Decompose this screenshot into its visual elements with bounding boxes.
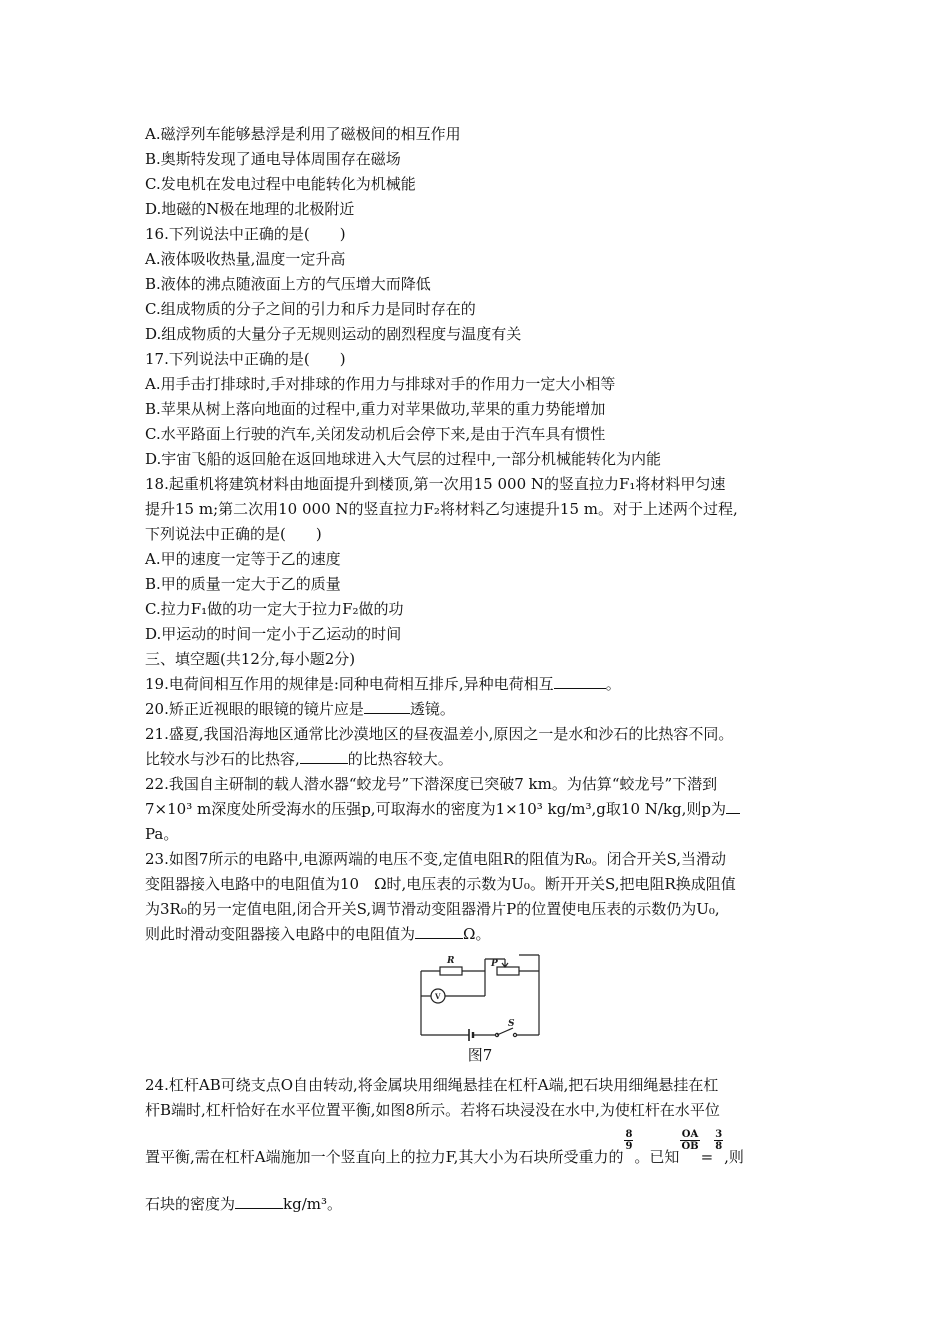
q17-option-a: A.用手击打排球时,手对排球的作用力与排球对手的作用力一定大小相等 — [145, 375, 616, 393]
q16-option-a: A.液体吸收热量,温度一定升高 — [145, 250, 346, 268]
q23-line4 — [145, 922, 815, 947]
q24-answer-blank[interactable] — [235, 1192, 283, 1209]
frac3-den: 8 — [715, 1140, 723, 1152]
q24-line4-text: 石块的密度为 — [145, 1195, 236, 1213]
q22-line3: Pa。 — [145, 825, 179, 843]
q21-line1: 21.盛夏,我国沿海地区通常比沙漠地区的昼夜温差小,原因之一是水和沙石的比热容不同。 — [145, 725, 734, 743]
q18-stem-line1: 18.起重机将建筑材料由地面提升到楼顶,第一次用15 000 N的竖直拉力F₁将材料甲匀速 — [145, 475, 726, 493]
q21-line2 — [145, 747, 815, 772]
q23-line3: 为3R₀的另一定值电阻,闭合开关S,调节滑动变阻器滑片P的位置使电压表的示数仍为U₀, — [145, 900, 720, 918]
q23-answer-blank[interactable] — [415, 922, 463, 939]
q23-line2: 变阻器接入电路中的电阻值为10 Ω时,电压表的示数为U₀。断开开关S,把电阻R换成阻值 — [145, 875, 736, 893]
frac2-den: OB — [681, 1140, 699, 1152]
q19-answer-blank[interactable] — [554, 672, 606, 689]
q18-option-d: D.甲运动的时间一定小于乙运动的时间 — [145, 625, 402, 643]
exam-page — [145, 122, 815, 1217]
figure-7-circuit — [145, 951, 815, 1067]
q24-line1: 24.杠杆AB可绕支点O自由转动,将金属块用细绳悬挂在杠杆A端,把石块用细绳悬挂在杠 — [145, 1076, 719, 1094]
q24-line4-end: kg/m³。 — [283, 1195, 342, 1213]
q16-option-c: C.组成物质的分子之间的引力和斥力是同时存在的 — [145, 300, 476, 318]
q24-line3-text: 置平衡,需在杠杆A端施加一个竖直向上的拉力F,其大小为石块所受重力的 — [145, 1148, 624, 1166]
q19-end: 。 — [605, 675, 621, 693]
label-p: P — [491, 959, 498, 969]
q23-line4-text: 则此时滑动变阻器接入电路中的电阻值为 — [145, 925, 416, 943]
q22-line2 — [145, 797, 815, 822]
q19-text: 19.电荷间相互作用的规律是:同种电荷相互排斥,异种电荷相互 — [145, 675, 554, 693]
q24-line3 — [145, 1128, 815, 1170]
fraction-oa-ob — [680, 1129, 699, 1152]
label-s: S — [508, 1019, 515, 1029]
frac2-num: OA — [681, 1128, 699, 1140]
section-heading-fill-in: 三、填空题(共12分,每小题2分) — [145, 650, 356, 668]
figure-7-caption: 图7 — [467, 1046, 493, 1064]
q18-option-b: B.甲的质量一定大于乙的质量 — [145, 575, 341, 593]
q15-option-a: A.磁浮列车能够悬浮是利用了磁极间的相互作用 — [145, 125, 461, 143]
q17-option-b: B.苹果从树上落向地面的过程中,重力对苹果做功,苹果的重力势能增加 — [145, 400, 606, 418]
q17-option-d: D.宇宙飞船的返回舱在返回地球进入大气层的过程中,一部分机械能转化为内能 — [145, 450, 662, 468]
q24-line3-end: ,则 — [724, 1148, 744, 1166]
q22-line1: 22.我国自主研制的载人潜水器“蛟龙号”下潜深度已突破7 km。为估算“蛟龙号”下潜到 — [145, 775, 718, 793]
frac3-num: 3 — [715, 1128, 723, 1140]
q20-answer-blank[interactable] — [364, 697, 410, 714]
switch-contact — [513, 1033, 516, 1036]
frac1-num: 8 — [625, 1128, 633, 1140]
q17-stem: 17.下列说法中正确的是( ) — [145, 350, 346, 368]
q16-option-b: B.液体的沸点随液面上方的气压增大而降低 — [145, 275, 431, 293]
q23-line1: 23.如图7所示的电路中,电源两端的电压不变,定值电阻R的阻值为R₀。闭合开关S,当滑动 — [145, 850, 727, 868]
q24-line4 — [145, 1192, 815, 1217]
q15-option-c: C.发电机在发电过程中电能转化为机械能 — [145, 175, 416, 193]
q24-line2: 杆B端时,杠杆恰好在水平位置平衡,如图8所示。若将石块浸没在水中,为使杠杆在水平位 — [145, 1101, 720, 1119]
fraction-three-eighths — [714, 1129, 723, 1152]
q22-answer-blank[interactable] — [726, 797, 740, 814]
q20-end: 透镜。 — [409, 700, 455, 718]
q21-line2-text: 比较水与沙石的比热容, — [145, 750, 300, 768]
q24-line3-known: 。已知 — [634, 1148, 680, 1166]
q18-stem-line2: 提升15 m;第二次用10 000 N的竖直拉力F₂将材料乙匀速提升15 m。对于上述两个过程, — [145, 500, 738, 518]
label-r: R — [447, 956, 455, 966]
q23-line4-end: Ω。 — [463, 925, 491, 943]
resistor-r — [440, 967, 462, 975]
q17-option-c: C.水平路面上行驶的汽车,关闭发动机后会停下来,是由于汽车具有惯性 — [145, 425, 606, 443]
q21-line2-end: 的比热容较大。 — [347, 750, 453, 768]
q15-option-b: B.奥斯特发现了通电导体周围存在磁场 — [145, 150, 401, 168]
q21-answer-blank[interactable] — [300, 747, 348, 764]
rheostat — [497, 967, 519, 975]
q16-option-d: D.组成物质的大量分子无规则运动的剧烈程度与温度有关 — [145, 325, 522, 343]
q16-stem: 16.下列说法中正确的是( ) — [145, 225, 346, 243]
circuit-diagram — [415, 951, 545, 1043]
q20-text: 20.矫正近视眼的眼镜的镜片应是 — [145, 700, 364, 718]
frac1-den: 9 — [625, 1140, 633, 1152]
q18-option-c: C.拉力F₁做的功一定大于拉力F₂做的功 — [145, 600, 404, 618]
q18-stem-line3: 下列说法中正确的是( ) — [145, 525, 322, 543]
q20 — [145, 697, 815, 722]
q18-option-a: A.甲的速度一定等于乙的速度 — [145, 550, 341, 568]
q24-line3-eq: = — [700, 1148, 714, 1166]
fraction-eight-ninths — [624, 1129, 633, 1152]
q19 — [145, 672, 815, 697]
switch-blade — [497, 1028, 513, 1035]
q15-option-d: D.地磁的N极在地理的北极附近 — [145, 200, 355, 218]
q22-line2-text: 7×10³ m深度处所受海水的压强p,可取海水的密度为1×10³ kg/m³,g取10 N/kg,则p为 — [145, 800, 727, 818]
label-v: V — [435, 992, 441, 1001]
